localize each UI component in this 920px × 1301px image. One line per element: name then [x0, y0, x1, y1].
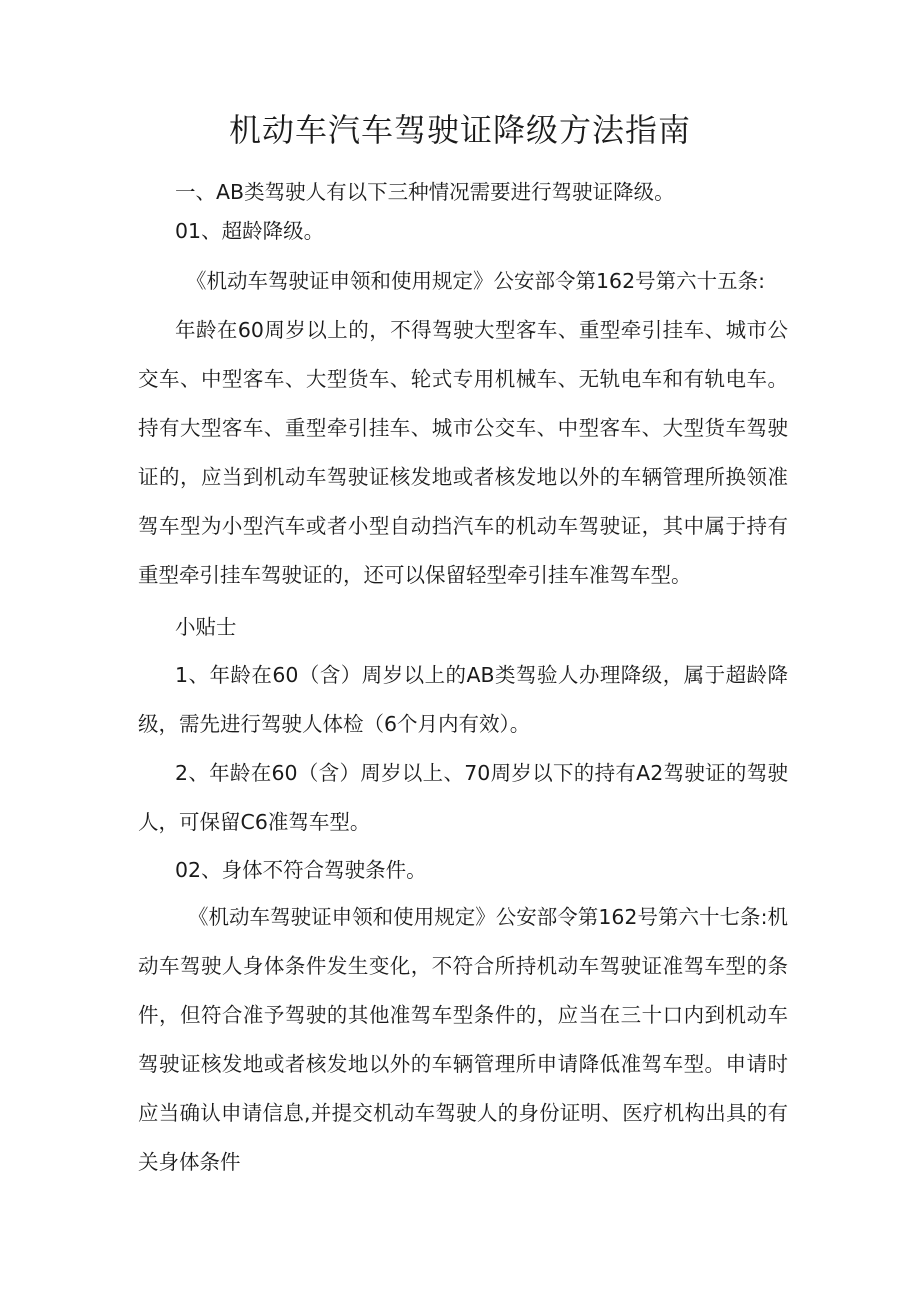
- document-title: 机动车汽车驾驶证降级方法指南: [228, 111, 691, 149]
- section-heading-ab-drivers: 一、AB类驾驶人有以下三种情况需要进行驾驶证降级。: [175, 180, 675, 204]
- tip-item-2: 2、年龄在60（含）周岁以上、70周岁以下的持有A2驾驶证的驾驶人，可保留C6准驾车型。: [138, 761, 788, 834]
- regulation-citation-art67: 《机动车驾驶证申领和使用规定》公安部令第162号第六十七条:机动车驾驶人身体条件发生变化，不符合所持机动车驾驶证准驾车型的条件，但符合准予驾驶的其他准驾车型条件的，应当在三十口内到机动车驾驶证核发地或者核发地以外的车辆管理所申请降低准驾车型。申请时应当确认申请信息,并提交机动车驾驶人的身份证明、医疗机构出具的有关身体条件: [138, 905, 788, 1174]
- tip-item-1: 1、年龄在60（含）周岁以上的AB类驾验人办理降级，属于超龄降级，需先进行驾驶人体检（6个月内有效）。: [138, 663, 788, 736]
- subsection-heading-health-condition: 02、身体不符合驾驶条件。: [175, 858, 427, 882]
- regulation-citation-art65: 《机动车驾驶证申领和使用规定》公安部令第162号第六十五条:: [186, 269, 766, 293]
- tips-heading: 小贴士: [175, 615, 237, 639]
- age-rule-paragraph: 年龄在60周岁以上的，不得驾驶大型客车、重型牵引挂车、城市公交车、中型客车、大型货车、轮式专用机械车、无轨电车和有轨电车。持有大型客车、重型牵引挂车、城市公交车、中型客车、大型货车驾驶证的，应当到机动车驾驶证核发地或者核发地以外的车辆管理所换领准驾车型为小型汽车或者小型自动挡汽车的机动车驾驶证，其中属于持有重型牵引挂车驾驶证的，还可以保留轻型牵引挂车准驾车型。: [138, 318, 788, 587]
- subsection-heading-age-downgrade: 01、超龄降级。: [175, 219, 325, 243]
